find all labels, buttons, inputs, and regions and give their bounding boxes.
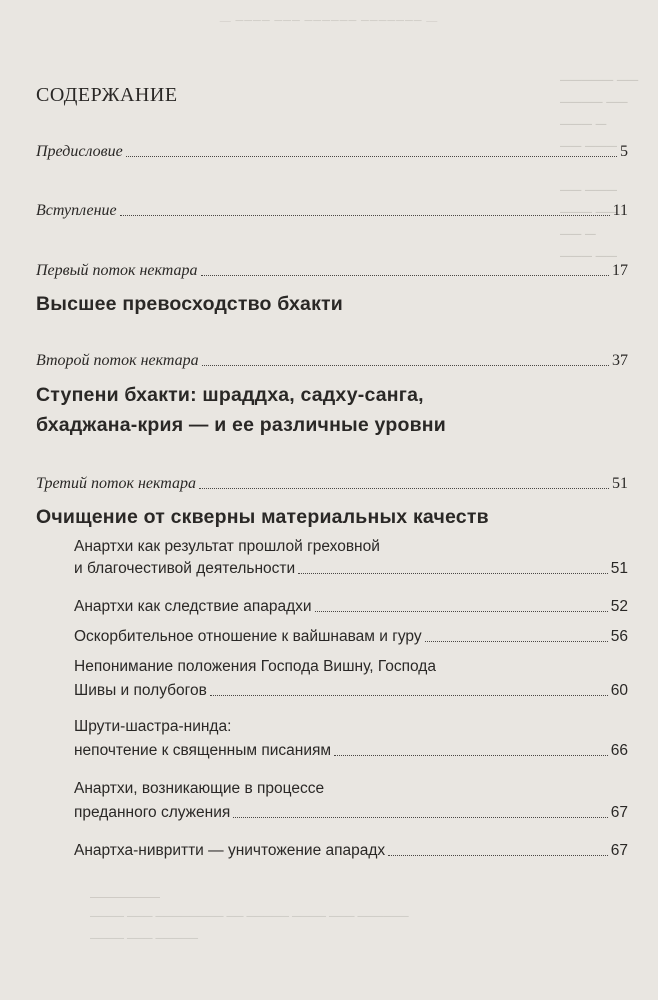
toc-sub-entry-4[interactable] xyxy=(74,682,628,700)
leader-dots xyxy=(388,855,608,856)
page-number: 37 xyxy=(612,352,628,369)
page-number: 51 xyxy=(612,475,628,492)
page-number: 67 xyxy=(610,804,628,821)
leader-dots xyxy=(201,275,609,276)
leader-dots xyxy=(202,365,609,366)
entry-label: Третий поток нектара xyxy=(36,475,197,492)
leader-dots xyxy=(126,156,617,157)
toc-sub-entry-6[interactable] xyxy=(74,804,628,822)
footnote-rule xyxy=(90,897,160,898)
entry-label: Оскорбительное отношение к вайшнавам и гуру xyxy=(74,628,422,645)
leader-dots xyxy=(298,573,608,574)
sub-entry-4-line-1: Непонимание положения Господа Вишну, Господа xyxy=(74,658,436,675)
entry-label: Первый поток нектара xyxy=(36,262,198,279)
toc-heading: СОДЕРЖАНИЕ xyxy=(36,84,178,106)
entry-label: и благочестивой деятельности xyxy=(74,560,296,577)
bleed-through-footnote: ──── ─── ──────── ── ───── ──── ─── ────── ──── ─── ───── xyxy=(90,909,409,945)
entry-label: Шивы и полубогов xyxy=(74,682,207,699)
page-number: 60 xyxy=(610,682,628,699)
entry-label: Анартхи как следствие апарадхи xyxy=(74,598,312,615)
toc-entry-stream-1[interactable] xyxy=(36,262,628,280)
toc-entry-stream-3[interactable] xyxy=(36,475,628,493)
bleed-through-text: ───── ── ──── ── ─── ─ ── ─── ── ─── ─── ── ── ─ ─── ── xyxy=(560,73,639,265)
sub-entry-5-line-1: Шрути-шастра-нинда: xyxy=(74,718,232,735)
page-number: 67 xyxy=(610,842,628,859)
leader-dots xyxy=(425,641,608,642)
page-number: 51 xyxy=(610,560,628,577)
leader-dots xyxy=(334,755,608,756)
sub-entry-1-line-1: Анартхи как результат прошлой греховной xyxy=(74,538,380,555)
toc-sub-entry-1[interactable] xyxy=(74,560,628,578)
page-number: 56 xyxy=(610,628,628,645)
page-number: 5 xyxy=(620,143,628,160)
entry-label: Второй поток нектара xyxy=(36,352,199,369)
part-title-2-line-1: Ступени бхакти: шраддха, садху-санга, xyxy=(36,384,424,406)
page-number: 11 xyxy=(612,202,628,219)
entry-label: Анартха-нивритти — уничтожение апарадх xyxy=(74,842,386,859)
page-number: 66 xyxy=(610,742,628,759)
entry-label: Предисловие xyxy=(36,143,123,160)
toc-sub-entry-7[interactable] xyxy=(74,842,628,860)
part-title-3: Очищение от скверны материальных качеств xyxy=(36,506,489,528)
leader-dots xyxy=(233,817,607,818)
leader-dots xyxy=(199,488,609,489)
part-title-2-line-2: бхаджана-крия — и ее различные уровни xyxy=(36,414,446,436)
entry-label: преданного служения xyxy=(74,804,231,821)
toc-sub-entry-5[interactable] xyxy=(74,742,628,760)
toc-entry-preface[interactable] xyxy=(36,143,628,161)
page-number: 17 xyxy=(612,262,628,279)
toc-entry-intro[interactable] xyxy=(36,202,628,220)
page-number: 52 xyxy=(610,598,628,615)
leader-dots xyxy=(120,215,610,216)
toc-entry-stream-2[interactable] xyxy=(36,352,628,370)
entry-label: непочтение к священным писаниям xyxy=(74,742,332,759)
leader-dots xyxy=(315,611,608,612)
part-title-1: Высшее превосходство бхакти xyxy=(36,293,343,315)
toc-sub-entry-2[interactable] xyxy=(74,598,628,616)
entry-label: Вступление xyxy=(36,202,117,219)
bleed-through-header: — ──── ─── ────── ─────── — xyxy=(219,15,439,27)
sub-entry-6-line-1: Анартхи, возникающие в процессе xyxy=(74,780,325,797)
toc-sub-entry-3[interactable] xyxy=(74,628,628,646)
leader-dots xyxy=(210,695,608,696)
